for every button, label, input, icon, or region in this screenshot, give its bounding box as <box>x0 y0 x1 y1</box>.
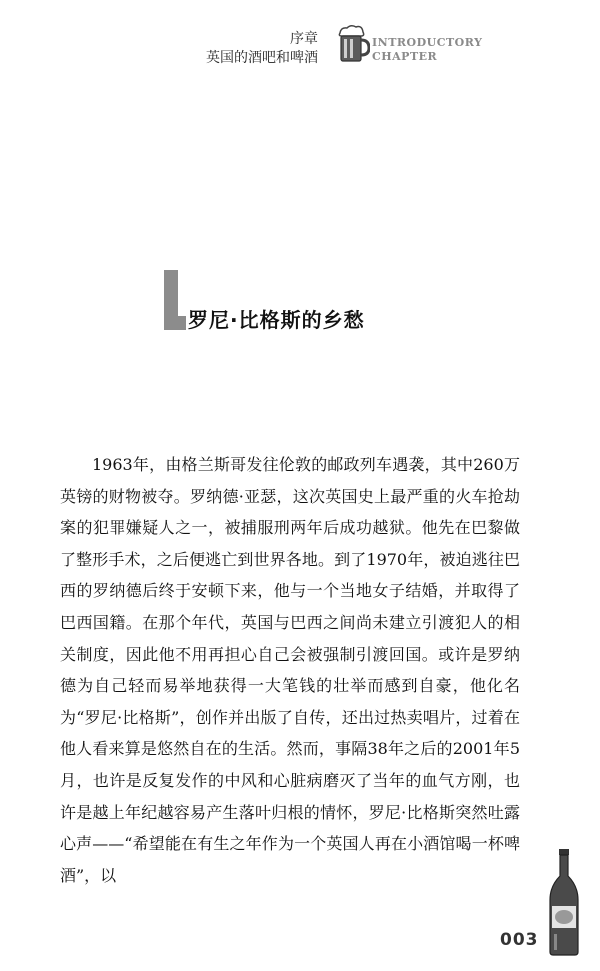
page-header <box>0 24 600 74</box>
chapter-english-line-1: INTRODUCTORY <box>372 36 483 49</box>
chapter-label: 序章 <box>290 31 318 47</box>
page-number: 003 <box>500 930 539 950</box>
chapter-english-line-2: CHAPTER <box>372 50 438 63</box>
chapter-heading <box>206 30 318 68</box>
chapter-subtitle: 英国的酒吧和啤酒 <box>206 50 318 66</box>
beer-bottle-icon <box>548 848 580 956</box>
body-paragraph: 1963年，由格兰斯哥发往伦敦的邮政列车遇袭，其中260万英镑的财物被夺。罗纳德·亚瑟，这次英国史上最严重的火车抢劫案的犯罪嫌疑人之一，被捕服刑两年后成功越狱。他先在巴黎做了整形手术，之后便逃亡到世界各地。到了1970年，被迫逃往巴西的罗纳德后终于安顿下来，他与一个当地女子结婚，并取得了巴西国籍。在那个年代，英国与巴西之间尚未建立引渡犯人的相关制度，因此他不用再担心自己会被强制引渡回国。或许是罗纳德为自己轻而易举地获得一大笔钱的壮举而感到自豪，他化名为“罗尼·比格斯”，创作并出版了自传，还出过热卖唱片，过着在他人看来算是悠然自在的生活。然而，事隔38年之后的2001年5月，也许是反复发作的中风和心脏病磨灭了当年的血气方刚，也许是越上年纪越容易产生落叶归根的情怀，罗尼·比格斯突然吐露心声——“希望能在有生之年作为一个英国人再在小酒馆喝一杯啤酒”，以 <box>60 455 520 885</box>
section-heading <box>164 270 444 330</box>
chapter-english-title <box>372 36 482 64</box>
section-title: 罗尼·比格斯的乡愁 <box>188 308 365 332</box>
beer-mug-icon <box>336 24 370 64</box>
